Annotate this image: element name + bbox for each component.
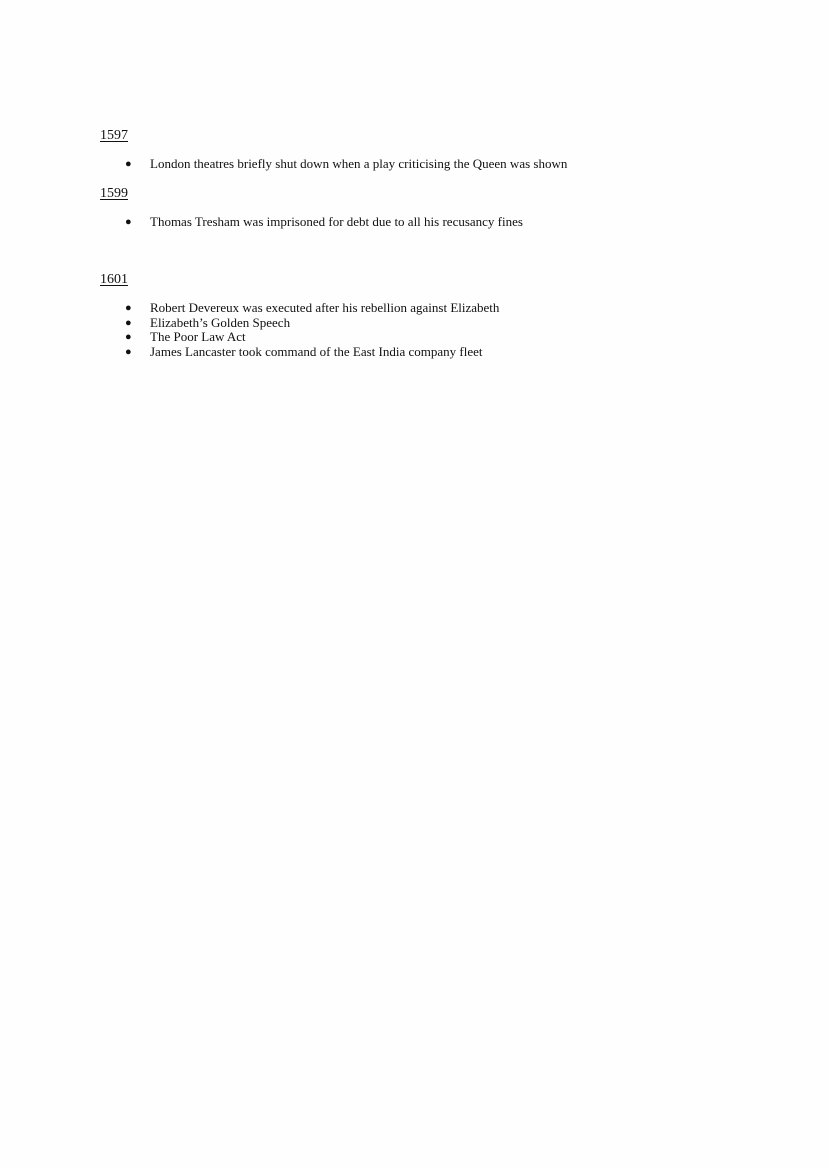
bullet-icon: ● bbox=[125, 216, 132, 228]
bullet-icon: ● bbox=[125, 302, 132, 314]
list-item bbox=[124, 345, 499, 360]
list-item bbox=[124, 301, 499, 316]
event-list-1599 bbox=[124, 215, 523, 230]
section-heading-1597: 1597 bbox=[100, 128, 128, 143]
list-item bbox=[124, 330, 499, 345]
section-heading-1599: 1599 bbox=[100, 186, 128, 201]
list-item-text: The Poor Law Act bbox=[150, 329, 246, 344]
bullet-icon: ● bbox=[125, 158, 132, 170]
bullet-icon: ● bbox=[125, 345, 132, 358]
list-item-text: Robert Devereux was executed after his rebellion against Elizabeth bbox=[150, 300, 500, 315]
list-item-text: Thomas Tresham was imprisoned for debt due to all his recusancy fines bbox=[150, 214, 523, 229]
list-item-text: Elizabeth’s Golden Speech bbox=[150, 314, 291, 330]
list-item bbox=[124, 316, 499, 331]
list-item-text: James Lancaster took command of the East India company fleet bbox=[150, 343, 483, 359]
bullet-icon: ● bbox=[125, 316, 132, 329]
event-list-1601 bbox=[124, 301, 499, 359]
event-list-1597 bbox=[124, 157, 567, 172]
list-item bbox=[124, 157, 567, 172]
list-item-text: London theatres briefly shut down when a play criticising the Queen was shown bbox=[150, 156, 568, 171]
section-heading-1601: 1601 bbox=[100, 272, 128, 287]
list-item bbox=[124, 215, 523, 230]
bullet-icon: ● bbox=[125, 331, 132, 343]
